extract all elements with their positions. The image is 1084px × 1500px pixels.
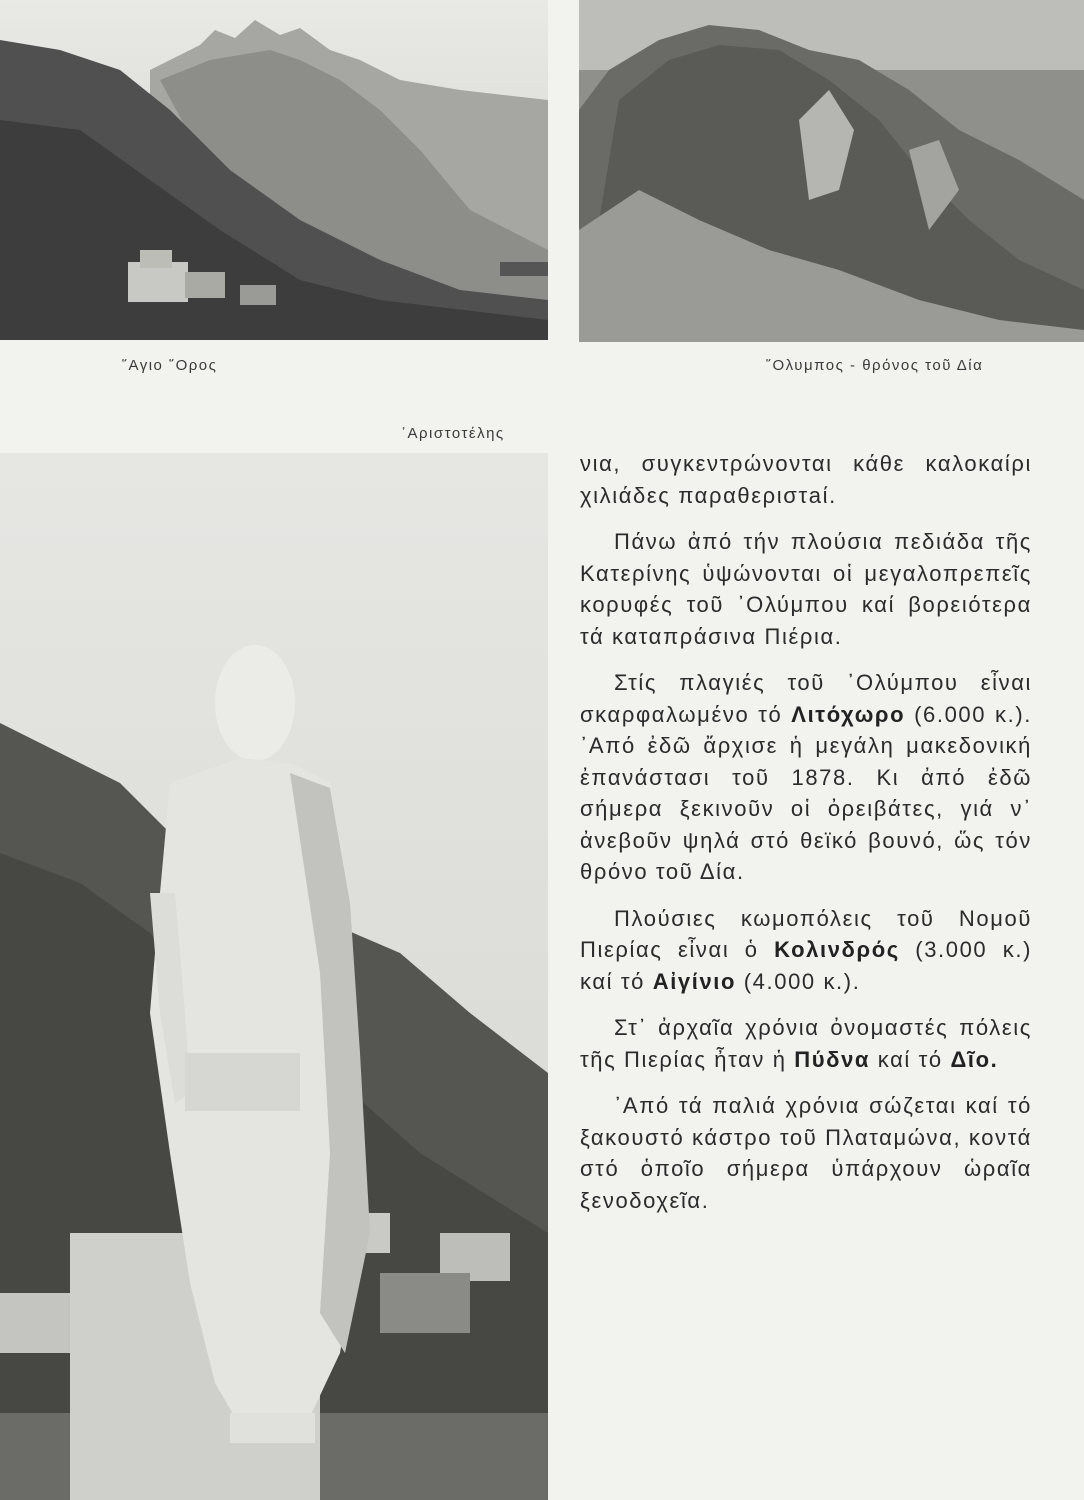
paragraph: Στίς πλαγιές τοῦ ᾽Ολύμπου εἶναι σκαρφαλωμένο τό Λιτόχωρο (6.000 κ.). ᾽Από ἐδῶ ἄρχισε ἡ μεγάλη μακεδονική ἐπανάστασι τοῦ 1878. Κι ἀπό ἐδῶ σήμερα ξεκινοῦν οἱ ὀρειβάτες, γιά ν᾽ ἀνεβοῦν ψηλά στό θεϊκό βουνό, ὥς τόν θρόνο τοῦ Δία. (580, 670, 1032, 884)
place-pydna: Πύδνα (794, 1046, 871, 1072)
place-litochoro: Λιτόχωρο (791, 701, 906, 727)
paragraph: ᾽Από τά παλιά χρόνια σώζεται καί τό ξακουστό κάστρο τοῦ Πλαταμώνα, κοντά στό ὁποῖο σήμερα ὑπάρχουν ὡραῖα ξενοδοχεῖα. (580, 1093, 1032, 1213)
paragraph: νια, συγκεντρώνονται κάθε καλοκαίρι χιλιάδες παραθεριστaί. (580, 451, 1032, 508)
paragraph: Στ᾽ ἀρχαῖα χρόνια ὀνομαστές πόλεις τῆς Πιερίας ἦταν ἡ Πύδνα καί τό Δῖο. (580, 1015, 1032, 1072)
paragraph: Πάνω ἀπό τήν πλούσια πεδιάδα τῆς Κατερίνης ὑψώνονται οἱ μεγαλοπρεπεῖς κορυφές τοῦ ᾽Ολύμπου καί βορειότερα τά καταπράσινα Πιέρια. (580, 529, 1032, 649)
olympus-photo (579, 0, 1084, 342)
place-aiginio: Αἰγίνιο (652, 968, 737, 994)
aristotle-photo (0, 453, 548, 1500)
mountain-landscape-photo (0, 0, 548, 340)
paragraph: Πλούσιες κωμοπόλεις τοῦ Νομοῦ Πιερίας εἶναι ὁ Κολινδρός (3.000 κ.) καί τό Αἰγίνιο (4.000 κ.). (580, 905, 1032, 994)
place-dion: Δῖο. (950, 1046, 999, 1072)
athos-photo (0, 0, 548, 340)
athos-caption: ῞Αγιο ῞Ορος (122, 357, 218, 374)
place-kolindros: Κολινδρός (774, 937, 900, 962)
statue-photo (0, 453, 548, 1500)
article-text (580, 448, 1032, 1231)
rocky-peak-photo (579, 0, 1084, 342)
olympus-caption: ῞Ολυμπος - θρόνος τοῦ Δία (766, 357, 984, 374)
aristotle-caption: ᾽Αριστοτέλης (401, 425, 505, 442)
